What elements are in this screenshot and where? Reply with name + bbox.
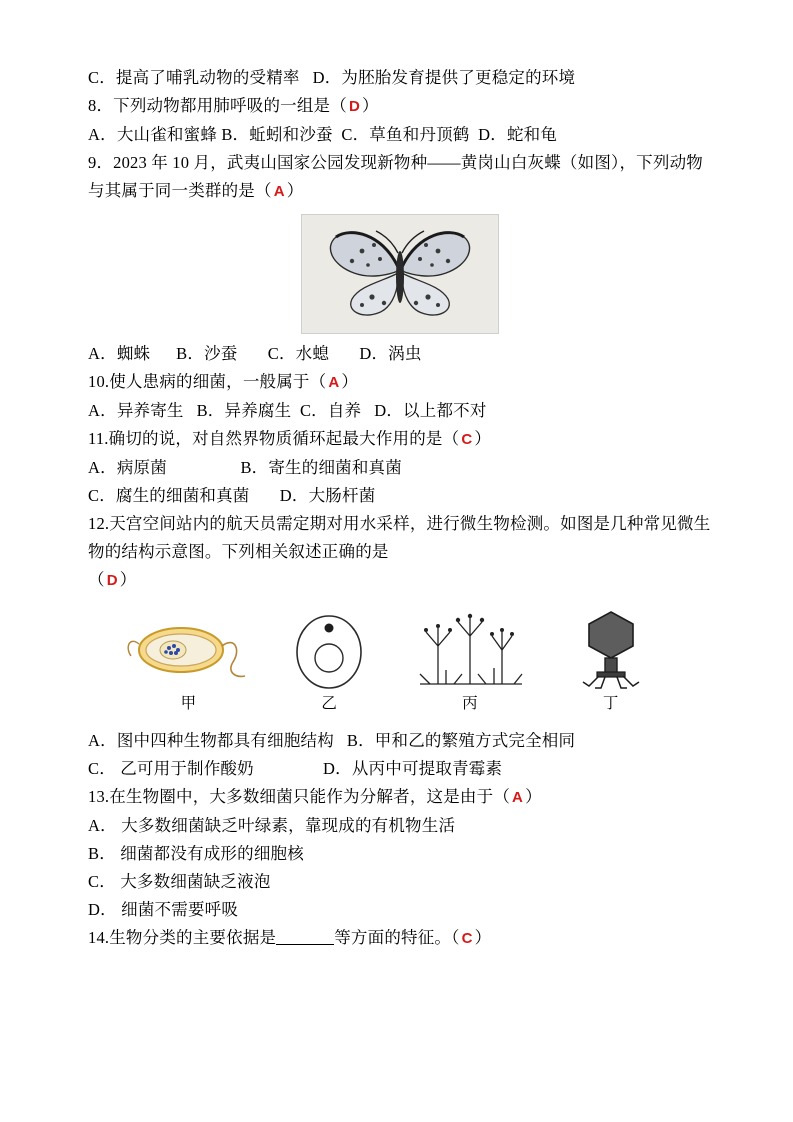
question-10-stem-text: 10.使人患病的细菌，一般属于（ bbox=[88, 372, 327, 391]
answer-q11: C bbox=[461, 431, 473, 448]
question-13-stem-text: 13.在生物圈中，大多数细菌只能作为分解者，这是由于（ bbox=[88, 787, 511, 806]
microbe-cell-ding bbox=[541, 605, 681, 717]
question-11-stem-text: 11.确切的说，对自然界物质循环起最大作用的是（ bbox=[88, 429, 460, 448]
answer-q12: D bbox=[106, 572, 118, 589]
question-11-stem bbox=[88, 425, 711, 454]
question-13-option-b-text: B． 细菌都没有成形的细胞核 bbox=[88, 844, 304, 863]
microbe-cell-bing bbox=[400, 605, 540, 717]
question-9-stem bbox=[88, 149, 711, 206]
answer-q10: A bbox=[328, 374, 340, 391]
answer-q9: A bbox=[273, 183, 285, 200]
question-9-stem-text: 9．2023 年 10 月，武夷山国家公园发现新物种——黄岗山白灰蝶（如图），下列动物与其属于同一类群的是（ bbox=[88, 153, 703, 200]
question-8-options bbox=[88, 121, 711, 149]
question-11-options-ab bbox=[88, 454, 711, 482]
microbe-label-bing: 丙 bbox=[462, 695, 478, 712]
mold-icon bbox=[400, 605, 540, 695]
fill-in-blank bbox=[276, 929, 334, 945]
question-11-options-cd bbox=[88, 482, 711, 510]
question-9-options-text: A．蜘蛛 B．沙蚕 C．水螅 D．涡虫 bbox=[88, 344, 422, 363]
question-11-options-cd-text: C．腐生的细菌和真菌 D．大肠杆菌 bbox=[88, 486, 376, 505]
question-8-options-text: A．大山雀和蜜蜂 B．蚯蚓和沙蚕 C．草鱼和丹顶鹤 D．蛇和龟 bbox=[88, 125, 558, 144]
answer-q14: C bbox=[461, 930, 473, 947]
question-14-stem-close: ） bbox=[474, 928, 492, 947]
question-10-stem bbox=[88, 368, 711, 397]
question-14-stem bbox=[88, 924, 711, 953]
question-12-stem-answer-line bbox=[88, 566, 711, 595]
virus-icon bbox=[541, 605, 681, 695]
question-10-stem-close: ） bbox=[341, 372, 359, 391]
question-9-options bbox=[88, 340, 711, 368]
answer-q8: D bbox=[348, 98, 360, 115]
question-12-options-cd bbox=[88, 755, 711, 783]
question-12-stem-text: 12.天宫空间站内的航天员需定期对用水采样，进行微生物检测。如图是几种常见微生物的结构示意图。下列相关叙述正确的是 bbox=[88, 514, 711, 561]
question-12-options-ab-text: A．图中四种生物都具有细胞结构 B．甲和乙的繁殖方式完全相同 bbox=[88, 731, 576, 750]
question-13-stem-close: ） bbox=[525, 787, 542, 806]
question-13-stem bbox=[88, 783, 711, 812]
microbe-cell-yi bbox=[259, 605, 399, 717]
question-13-option-c bbox=[88, 868, 711, 896]
microbe-figure-row bbox=[118, 605, 681, 717]
butterfly-illustration bbox=[302, 215, 498, 333]
question-13-option-c-text: C． 大多数细菌缺乏液泡 bbox=[88, 872, 271, 891]
question-7-tail-text: C．提高了哺乳动物的受精率 D．为胚胎发育提供了更稳定的环境 bbox=[88, 68, 576, 87]
question-8-stem bbox=[88, 92, 711, 121]
question-7-tail bbox=[88, 64, 711, 92]
question-8-stem-close: ） bbox=[362, 96, 379, 115]
question-11-stem-close: ） bbox=[474, 429, 492, 448]
question-12-options-cd-text: C． 乙可用于制作酸奶 D．从丙中可提取青霉素 bbox=[88, 759, 503, 778]
question-12-stem-close: ） bbox=[119, 570, 137, 589]
yeast-icon bbox=[259, 605, 399, 695]
bacterium-icon bbox=[118, 605, 258, 695]
answer-q13: A bbox=[512, 789, 524, 806]
question-9-stem-close: ） bbox=[286, 181, 304, 200]
question-14-stem-mid: 等方面的特征。（ bbox=[334, 928, 460, 947]
question-13-option-b bbox=[88, 840, 711, 868]
question-10-options-text: A．异养寄生 B．异养腐生 C．自养 D．以上都不对 bbox=[88, 401, 487, 420]
question-14-stem-text: 14.生物分类的主要依据是 bbox=[88, 928, 277, 947]
question-8-stem-text: 8．下列动物都用肺呼吸的一组是（ bbox=[88, 96, 347, 115]
butterfly-figure bbox=[301, 214, 499, 334]
question-12-options-ab bbox=[88, 727, 711, 755]
question-12-stem bbox=[88, 510, 711, 566]
question-12-stem-open: （ bbox=[88, 570, 105, 589]
microbe-label-jia: 甲 bbox=[180, 695, 197, 712]
question-10-options bbox=[88, 397, 711, 425]
question-13-option-a-text: A． 大多数细菌缺乏叶绿素，靠现成的有机物生活 bbox=[88, 816, 456, 835]
microbe-cell-jia bbox=[118, 605, 258, 717]
question-13-option-a bbox=[88, 812, 711, 840]
question-11-options-ab-text: A．病原菌 B．寄生的细菌和真菌 bbox=[88, 458, 402, 477]
microbe-label-yi: 乙 bbox=[321, 695, 337, 712]
question-13-option-d-text: D． 细菌不需要呼吸 bbox=[88, 900, 239, 919]
question-13-option-d bbox=[88, 896, 711, 924]
microbe-label-ding: 丁 bbox=[602, 695, 619, 712]
